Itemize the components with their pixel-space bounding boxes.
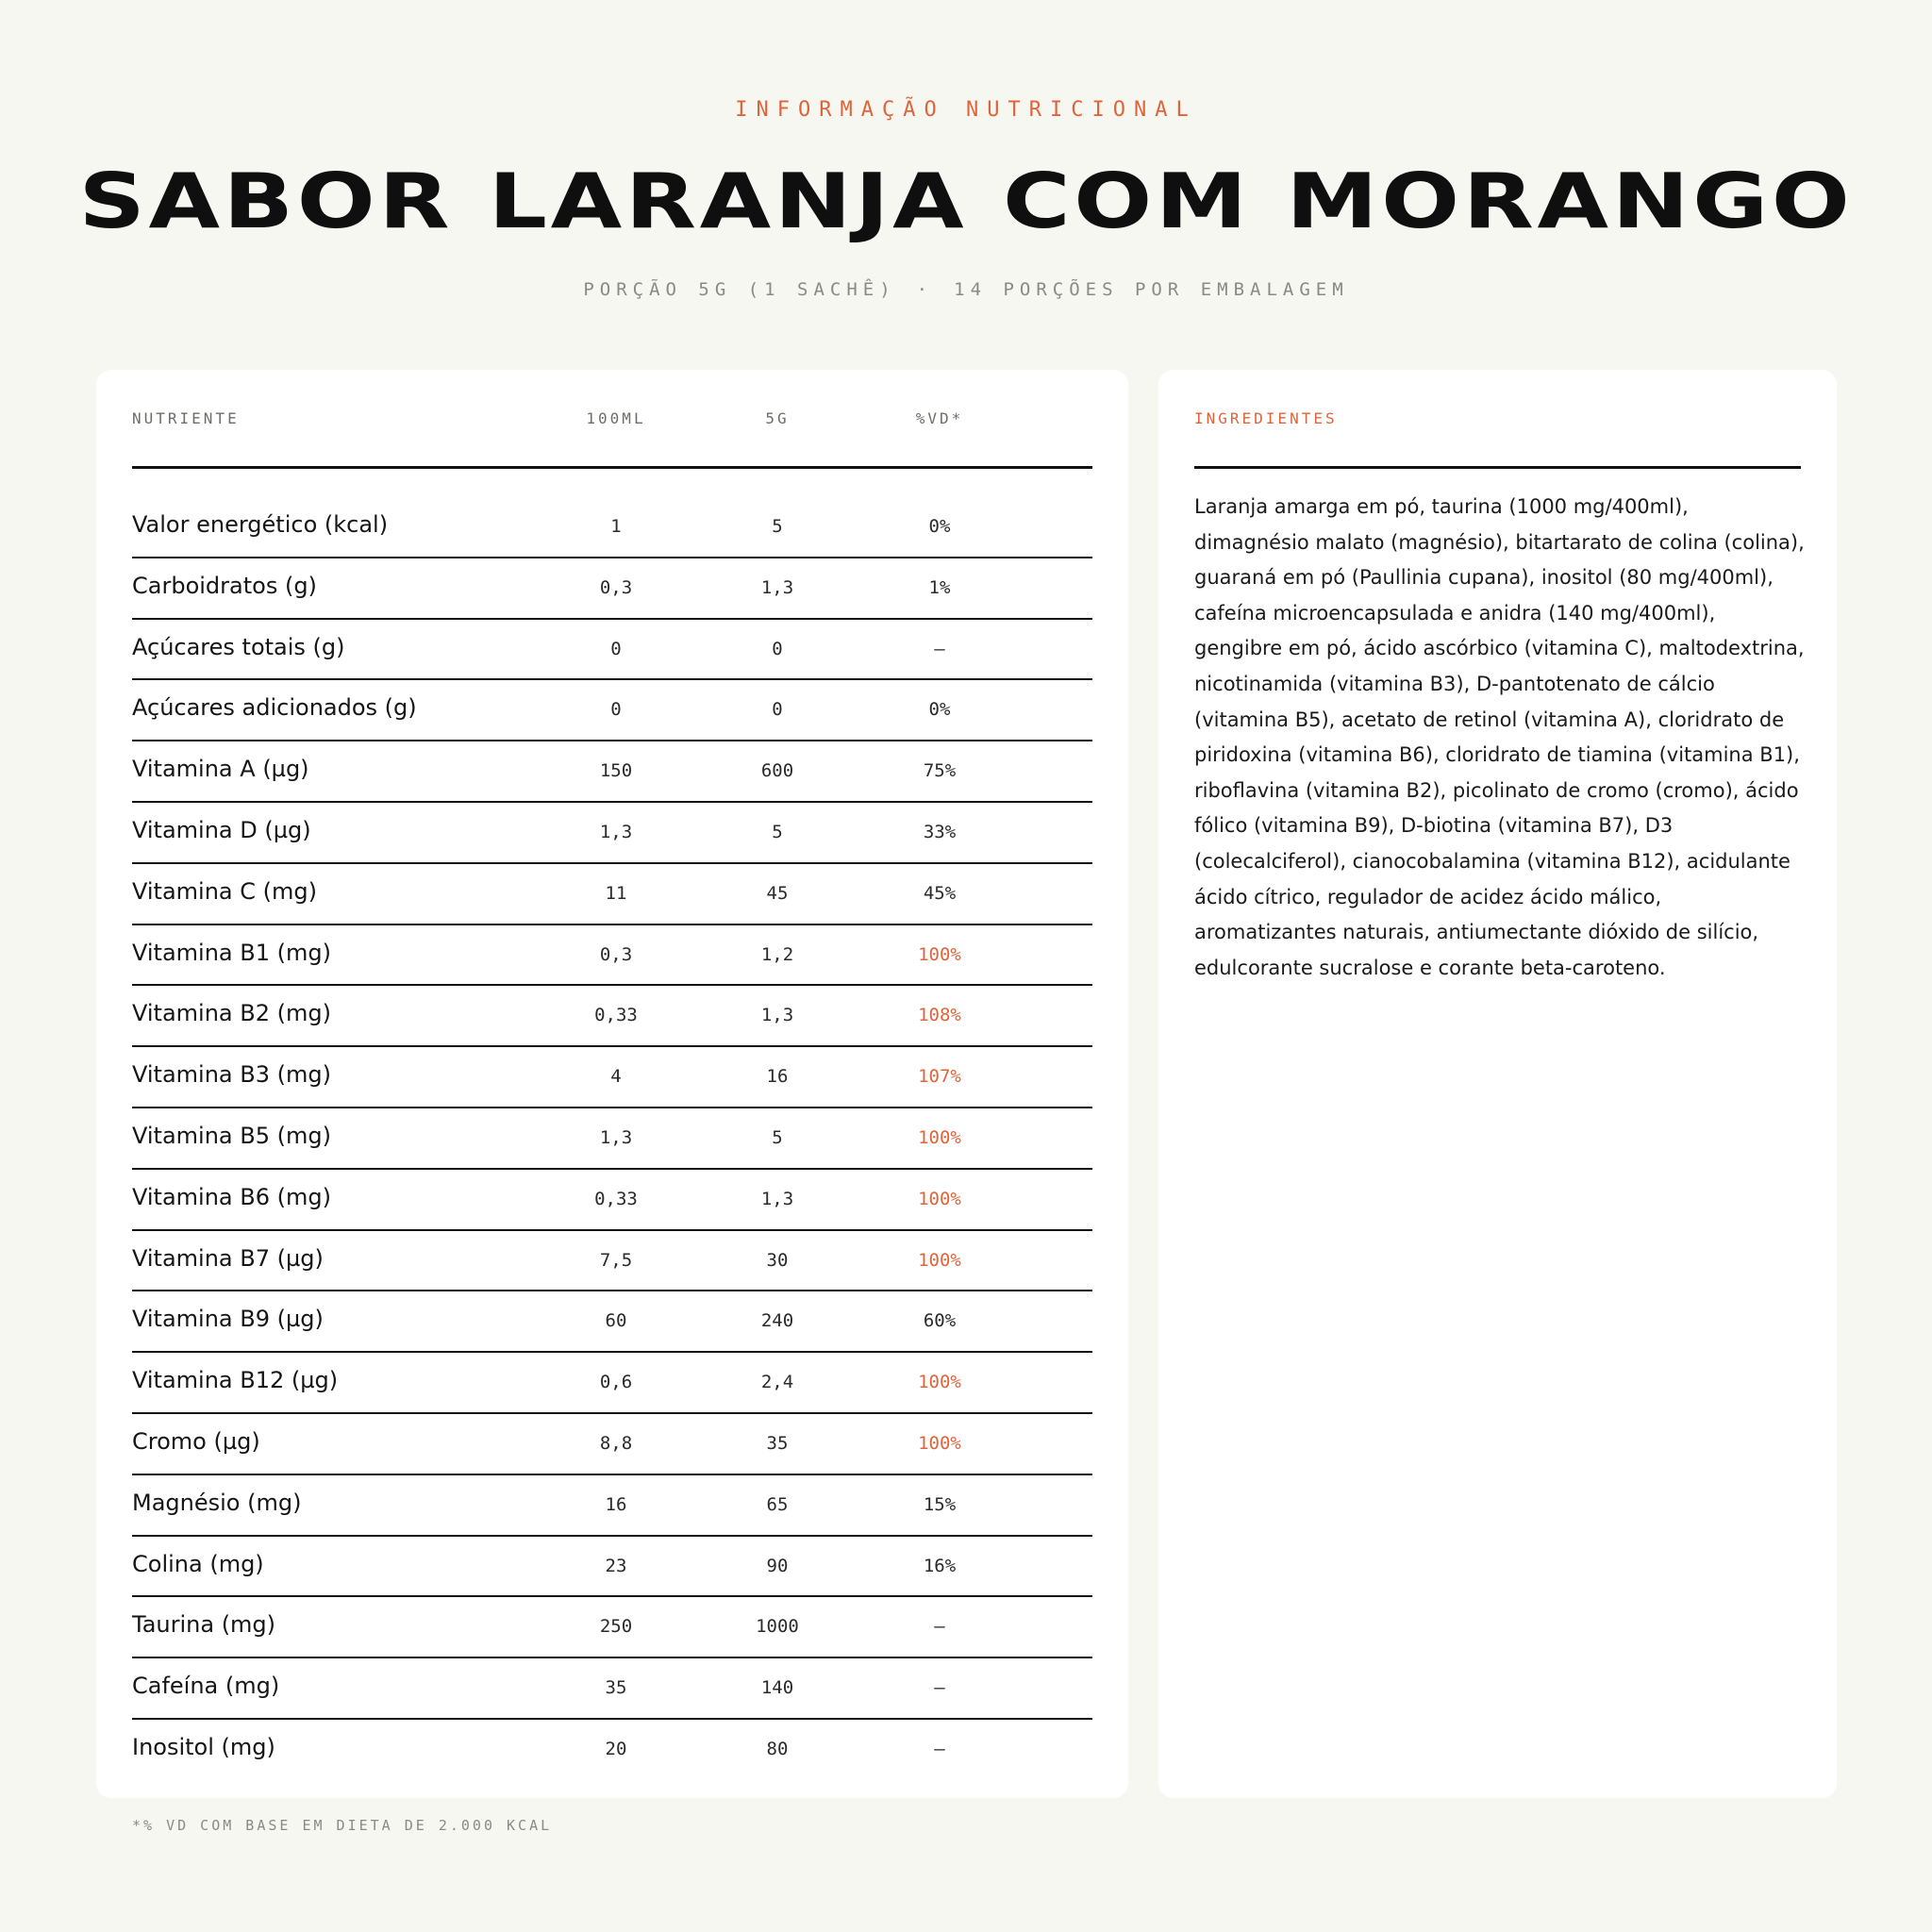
value-per-100ml: 16 [605, 1493, 627, 1515]
value-per-5g: 65 [766, 1493, 789, 1515]
table-row [132, 1170, 1092, 1231]
table-row [132, 1414, 1092, 1475]
nutrient-name: Taurina (mg) [132, 1611, 276, 1639]
serving-info [0, 279, 1932, 300]
value-per-5g: 45 [766, 882, 789, 904]
eyebrow-label: INFORMAÇÃO NUTRICIONAL [735, 98, 1197, 122]
value-per-5g: 240 [760, 1310, 794, 1332]
value-per-100ml: 7,5 [599, 1249, 633, 1271]
table-row [132, 1108, 1092, 1170]
table-row [132, 925, 1092, 987]
value-per-100ml: 0 [610, 699, 622, 721]
table-row [132, 864, 1092, 925]
value-per-100ml: 1 [610, 516, 622, 537]
value-daily-percent: 16% [923, 1555, 957, 1576]
nutrient-name: Vitamina B12 (µg) [132, 1367, 339, 1394]
nutrient-name: Magnésio (mg) [132, 1489, 302, 1516]
value-per-5g: 1,3 [760, 1005, 794, 1026]
value-daily-percent: 100% [918, 1188, 961, 1209]
nutrient-name: Vitamina B5 (mg) [132, 1122, 331, 1149]
table-row [132, 1047, 1092, 1108]
nutrient-name: Vitamina B3 (mg) [132, 1061, 331, 1089]
nutrient-name: Vitamina B2 (mg) [132, 1000, 331, 1027]
value-daily-percent: 15% [923, 1493, 957, 1515]
nutrient-name: Carboidratos (g) [132, 572, 317, 599]
value-per-5g: 5 [772, 821, 783, 842]
value-daily-percent: 100% [918, 1372, 961, 1393]
value-daily-percent: 100% [918, 1126, 961, 1148]
header-per-5g: 5G [765, 409, 790, 427]
value-per-5g: 80 [766, 1738, 789, 1759]
value-per-100ml: 0,33 [594, 1188, 638, 1209]
value-daily-percent: 0% [928, 699, 951, 721]
ingredients-header [1194, 370, 1801, 469]
value-per-5g: 5 [772, 516, 783, 537]
nutrient-name: Valor energético (kcal) [132, 511, 389, 538]
value-per-5g: 0 [772, 638, 783, 659]
value-per-100ml: 0 [610, 638, 622, 659]
value-daily-percent: 1% [928, 576, 951, 598]
table-row [132, 986, 1092, 1047]
ingredients-heading: INGREDIENTES [1194, 409, 1338, 427]
table-row [132, 680, 1092, 741]
value-daily-percent: 33% [923, 821, 957, 842]
portions-per-package: 14 PORÇÕES POR EMBALAGEM [954, 279, 1349, 300]
value-daily-percent: — [934, 638, 945, 659]
value-per-100ml: 0,33 [594, 1005, 638, 1026]
nutrient-name: Vitamina B1 (mg) [132, 939, 331, 966]
nutrient-name: Vitamina B6 (mg) [132, 1183, 331, 1210]
table-row [132, 1537, 1092, 1598]
page-title: SABOR LARANJA COM MORANGO [78, 158, 1854, 245]
value-per-5g: 1,3 [760, 576, 794, 598]
header-daily-value: %VD* [915, 409, 964, 427]
value-daily-percent: 100% [918, 1432, 961, 1454]
value-daily-percent: 108% [918, 1005, 961, 1026]
table-header [132, 370, 1092, 469]
value-per-5g: 90 [766, 1555, 789, 1576]
table-row [132, 1658, 1092, 1720]
footnote: *% VD COM BASE EM DIETA DE 2.000 KCAL [132, 1817, 553, 1834]
table-row [132, 558, 1092, 620]
nutrition-table-card [96, 370, 1128, 1798]
value-per-5g: 1000 [756, 1616, 799, 1638]
value-daily-percent: 100% [918, 1249, 961, 1271]
value-per-100ml: 23 [605, 1555, 627, 1576]
value-daily-percent: — [934, 1677, 945, 1699]
nutrient-name: Vitamina A (µg) [132, 756, 309, 783]
value-daily-percent: 60% [923, 1310, 957, 1332]
value-per-100ml: 0,6 [599, 1372, 633, 1393]
value-daily-percent: 45% [923, 882, 957, 904]
value-per-100ml: 20 [605, 1738, 627, 1759]
value-per-100ml: 60 [605, 1310, 627, 1332]
value-daily-percent: 107% [918, 1066, 961, 1088]
value-per-5g: 16 [766, 1066, 789, 1088]
value-per-5g: 2,4 [760, 1372, 794, 1393]
table-row [132, 620, 1092, 681]
nutrient-name: Vitamina B9 (µg) [132, 1306, 324, 1333]
value-per-100ml: 35 [605, 1677, 627, 1699]
ingredients-card [1158, 370, 1837, 1798]
value-per-100ml: 1,3 [599, 821, 633, 842]
table-row [132, 1231, 1092, 1292]
value-per-5g: 1,2 [760, 943, 794, 965]
table-row [132, 1475, 1092, 1537]
serving-size: PORÇÃO 5G (1 SACHÊ) [583, 279, 896, 300]
table-row [132, 1291, 1092, 1353]
table-row [132, 1720, 1092, 1781]
nutrient-name: Cromo (µg) [132, 1427, 260, 1455]
nutrient-name: Colina (mg) [132, 1550, 264, 1577]
table-body [132, 497, 1092, 1781]
table-row [132, 497, 1092, 558]
value-daily-percent: 0% [928, 516, 951, 537]
nutrient-name: Vitamina D (µg) [132, 816, 311, 843]
value-per-5g: 0 [772, 699, 783, 721]
value-per-5g: 140 [760, 1677, 794, 1699]
value-daily-percent: 100% [918, 943, 961, 965]
ingredients-text: Laranja amarga em pó, taurina (1000 mg/400ml), dimagnésio malato (magnésio), bitartarato de colina (colina), guaraná em pó (Paullinia cupana), inositol (80 mg/400ml), cafeína microencapsulada e anidra (140 mg/400ml), gengibre em pó, ácido ascórbico (vitamina C), maltodextrina, nicotinamida (vitamina B3), D-pantotenato de cálcio (vitamina B5), acetato de retinol (vitamina A), cloridrato de piridoxina (vitamina B6), cloridrato de tiamina (vitamina B1), riboflavina (vitamina B2), picolinato de cromo (cromo), ácido fólico (vitamina B9), D-biotina (vitamina B7), D3 (colecalciferol), cianocobalamina (vitamina B12), acidulante ácido cítrico, regulador de acidez ácido málico, aromatizantes naturais, antiumectante dióxido de silício, edulcorante sucralose e corante beta-caroteno. [1194, 495, 1805, 979]
nutrient-name: Vitamina C (mg) [132, 877, 317, 905]
table-row [132, 1353, 1092, 1414]
nutrient-name: Inositol (mg) [132, 1733, 275, 1760]
value-daily-percent: — [934, 1616, 945, 1638]
value-per-100ml: 0,3 [599, 943, 633, 965]
value-daily-percent: — [934, 1738, 945, 1759]
header-nutrient: NUTRIENTE [132, 409, 240, 427]
value-per-5g: 600 [760, 760, 794, 782]
table-row [132, 803, 1092, 864]
value-per-5g: 5 [772, 1126, 783, 1148]
value-per-100ml: 0,3 [599, 576, 633, 598]
value-per-100ml: 11 [605, 882, 627, 904]
value-per-5g: 30 [766, 1249, 789, 1271]
header-per-100ml: 100ML [586, 409, 646, 427]
table-row [132, 741, 1092, 803]
nutrient-name: Cafeína (mg) [132, 1673, 280, 1700]
value-per-100ml: 150 [599, 760, 633, 782]
value-daily-percent: 75% [923, 760, 957, 782]
table-row [132, 1597, 1092, 1658]
value-per-100ml: 250 [599, 1616, 633, 1638]
value-per-100ml: 4 [610, 1066, 622, 1088]
separator-dot: · [916, 279, 934, 300]
value-per-5g: 35 [766, 1432, 789, 1454]
value-per-100ml: 1,3 [599, 1126, 633, 1148]
nutrient-name: Vitamina B7 (µg) [132, 1244, 324, 1272]
nutrient-name: Açúcares adicionados (g) [132, 694, 417, 722]
value-per-5g: 1,3 [760, 1188, 794, 1209]
value-per-100ml: 8,8 [599, 1432, 633, 1454]
nutrient-name: Açúcares totais (g) [132, 633, 345, 660]
